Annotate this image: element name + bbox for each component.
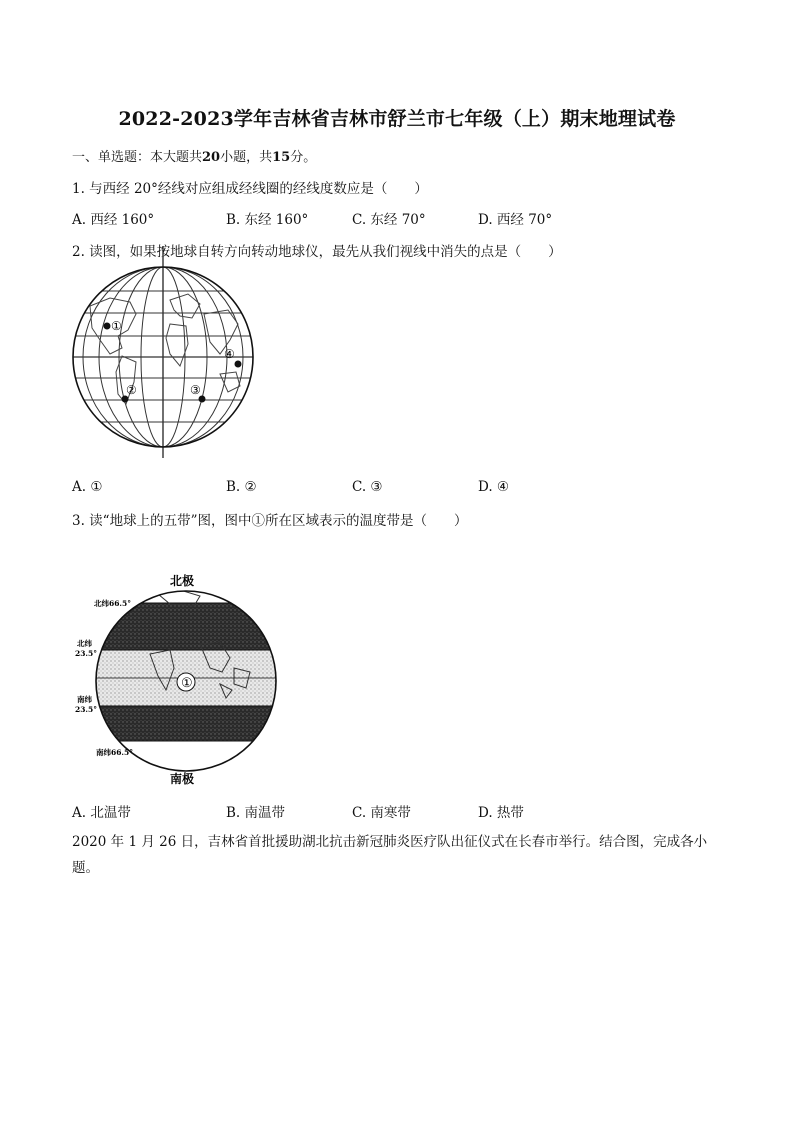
lat-north-23-label-a: 北纬 (77, 639, 92, 648)
marker-label-2: ② (126, 383, 137, 397)
globe-rotation-figure (70, 244, 260, 460)
section-heading: 一、单选题：本大题共20小题，共15分。 (72, 150, 317, 165)
question-1-option-d[interactable]: D. 西经 70° (478, 212, 553, 228)
question-3-option-a[interactable]: A. 北温带 (72, 805, 131, 821)
lat-south-23-label-b: 23.5° (75, 705, 98, 714)
question-3-option-c[interactable]: C. 南寒带 (352, 805, 411, 821)
question-2-option-c[interactable]: C. ③ (352, 479, 383, 495)
lat-north-66-label: 北纬66.5° (94, 599, 132, 608)
question-2-option-d[interactable]: D. ④ (478, 479, 510, 495)
north-temperate-band (70, 603, 280, 650)
page-title: 2022-2023学年吉林省吉林市舒兰市七年级（上）期末地理试卷 (118, 108, 676, 130)
south-pole-label: 南极 (170, 772, 195, 786)
north-pole-label: 北极 (170, 574, 195, 588)
context-paragraph-line-1: 2020 年 1 月 26 日，吉林省首批援助湖北抗击新冠肺炎医疗队出征仪式在长春市举行。结合图，完成各小 (72, 834, 708, 850)
lat-south-23-label-a: 南纬 (77, 695, 92, 704)
lat-south-66-label: 南纬66.5° (96, 748, 134, 757)
question-3-option-b[interactable]: B. 南温带 (226, 805, 286, 821)
question-2-option-a[interactable]: A. ① (72, 479, 103, 495)
question-3-option-d[interactable]: D. 热带 (478, 805, 524, 821)
lat-north-23-label-b: 23.5° (75, 649, 98, 658)
zone-marker-label: ① (181, 676, 193, 691)
question-3-stem: 3. 读“地球上的五带”图，图中①所在区域表示的温度带是（ ） (72, 513, 468, 529)
context-paragraph (72, 829, 722, 881)
question-2-option-b[interactable]: B. ② (226, 479, 257, 495)
question-1-option-b[interactable]: B. 东经 160° (226, 212, 309, 228)
five-zones-figure (70, 572, 280, 788)
question-2-stem: 2. 读图，如果按地球自转方向转动地球仪，最先从我们视线中消失的点是（ ） (72, 244, 562, 260)
marker-point-4 (235, 361, 242, 368)
question-1-option-c[interactable]: C. 东经 70° (352, 212, 426, 228)
marker-point-1 (104, 323, 111, 330)
context-paragraph-line-2: 题。 (72, 860, 99, 876)
marker-label-3: ③ (190, 383, 201, 397)
marker-label-4: ④ (224, 347, 235, 361)
question-1-option-a[interactable]: A. 西经 160° (72, 212, 155, 228)
marker-label-1: ① (111, 319, 122, 333)
question-1-stem: 1. 与西经 20°经线对应组成经线圈的经线度数应是（ ） (72, 181, 428, 197)
